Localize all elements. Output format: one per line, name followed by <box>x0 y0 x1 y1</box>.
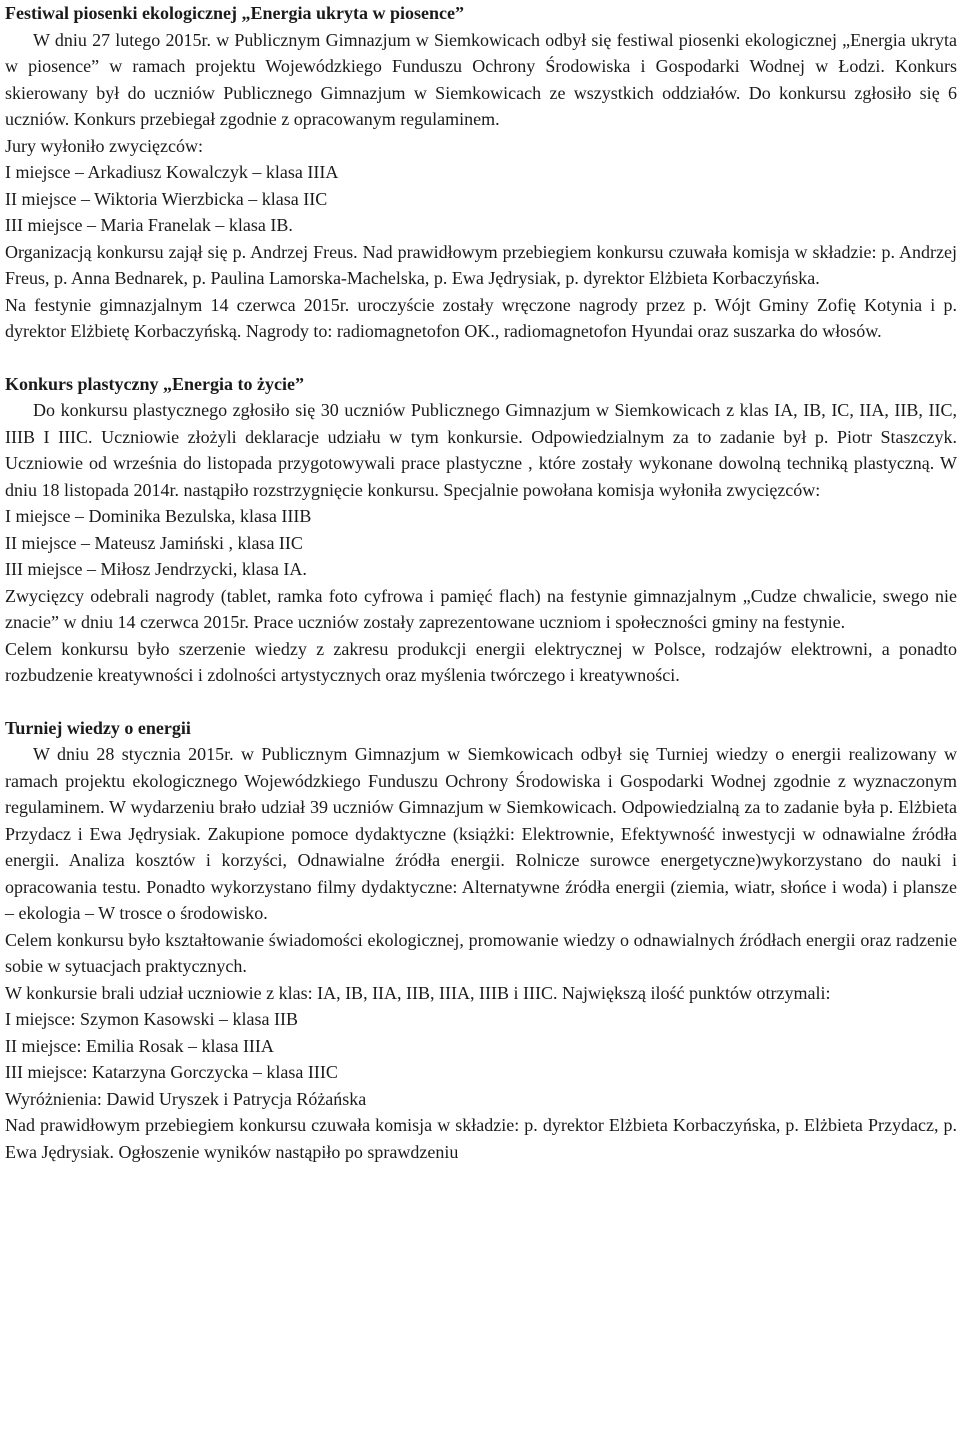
paragraph: Do konkursu plastycznego zgłosiło się 30 uczniów Publicznego Gimnazjum w Siemkowicach z klas IA, IB, IC, IIA, IIB, IIC, IIIB I IIIC. Uczniowie złożyli deklaracje udziału w tym konkursie. Odpowiedzialnym za to zadanie był p. Piotr Staszczyk. Uczniowie od września do listopada przygotowywali prace plastyczne , które zostały wykonane dowolną techniką plastyczną. W dniu 18 listopada 2014r. nastąpiło rozstrzygnięcie konkursu. Specjalnie powołana komisja wyłoniła zwycięzców: <box>5 400 957 500</box>
winner-line: II miejsce – Wiktoria Wierzbicka – klasa IIC <box>5 188 328 209</box>
paragraph: Celem konkursu było szerzenie wiedzy z zakresu produkcji energii elektrycznej w Polsce, rodzajów elektrowni, a ponadto rozbudzenie kreatywności i zdolności artystycznych oraz myślenia twórczego i kreatywności. <box>5 638 957 685</box>
winner-line: I miejsce – Dominika Bezulska, klasa IIIB <box>5 506 312 526</box>
section-art-contest <box>5 371 957 689</box>
section-title: Konkurs plastyczny „Energia to życie” <box>5 373 304 394</box>
paragraph: W dniu 27 lutego 2015r. w Publicznym Gimnazjum w Siemkowicach odbył się festiwal piosenki ekologicznej „Energia ukryta w piosence” w ramach projektu Wojewódzkiego Funduszu Ochrony Środowiska i Gospodarki Wodnej w Łodzi. Konkurs skierowany był do uczniów Publicznego Gimnazjum w Siemkowicach ze wszystkich oddziałów. Do konkursu zgłosiło się 6 uczniów. Konkurs przebiegał zgodnie z opracowanym regulaminem. <box>5 29 957 129</box>
paragraph: Nad prawidłowym przebiegiem konkursu czuwała komisja w składzie: p. dyrektor Elżbieta Korbaczyńska, p. Elżbieta Przydacz, p. Ewa Jędrysiak. Ogłoszenie wyników nastąpiło po sprawdzeniu <box>5 1115 957 1162</box>
winner-line: I miejsce: Szymon Kasowski – klasa IIB <box>5 1009 298 1029</box>
section-energy-quiz <box>5 715 957 1166</box>
paragraph: Celem konkursu było kształtowanie świadomości ekologicznej, promowanie wiedzy o odnawialnych źródłach energii oraz radzenie sobie w sytuacjach praktycznych. <box>5 929 957 976</box>
winner-line: III miejsce – Miłosz Jendrzycki, klasa IA. <box>5 559 307 579</box>
winner-line: II miejsce – Mateusz Jamiński , klasa IIC <box>5 532 303 553</box>
section-song-festival <box>5 0 957 345</box>
section-title: Festiwal piosenki ekologicznej „Energia ukryta w piosence” <box>5 3 464 23</box>
paragraph: Jury wyłoniło zwycięzców: <box>5 135 203 156</box>
paragraph: Na festynie gimnazjalnym 14 czerwca 2015r. uroczyście zostały wręczone nagrody przez p. Wójt Gminy Zofię Kotynia i p. dyrektor Elżbietę Korbaczyńską. Nagrody to: radiomagnetofon OK., radiomagnetofon Hyundai oraz suszarka do włosów. <box>5 294 957 341</box>
paragraph: W konkursie brali udział uczniowie z klas: IA, IB, IIA, IIB, IIIA, IIIB i IIIC. Największą ilość punktów otrzymali: <box>5 982 831 1003</box>
paragraph: Zwycięzcy odebrali nagrody (tablet, ramka foto cyfrowa i pamięć flach) na festynie gimnazjalnym „Cudze chwalicie, swego nie znacie” w dniu 14 czerwca 2015r. Prace uczniów zostały zaprezentowane uczniom i społeczności gminy na festynie. <box>5 585 957 632</box>
winner-line: Wyróżnienia: Dawid Uryszek i Patrycja Różańska <box>5 1088 367 1109</box>
paragraph: Organizacją konkursu zajął się p. Andrzej Freus. Nad prawidłowym przebiegiem konkursu czuwała komisja w składzie: p. Andrzej Freus, p. Anna Bednarek, p. Paulina Lamorska-Machelska, p. Ewa Jędrysiak, p. dyrektor Elżbieta Korbaczyńska. <box>5 241 957 288</box>
winner-line: II miejsce: Emilia Rosak – klasa IIIA <box>5 1035 274 1056</box>
document-page <box>5 0 957 1165</box>
winner-line: I miejsce – Arkadiusz Kowalczyk – klasa IIIA <box>5 162 339 182</box>
section-title: Turniej wiedzy o energii <box>5 717 191 738</box>
winner-line: III miejsce: Katarzyna Gorczycka – klasa IIIC <box>5 1062 338 1082</box>
winner-line: III miejsce – Maria Franelak – klasa IB. <box>5 215 293 235</box>
paragraph: W dniu 28 stycznia 2015r. w Publicznym Gimnazjum w Siemkowicach odbył się Turniej wiedzy o energii realizowany w ramach projektu ekologicznego Wojewódzkiego Funduszu Ochrony Środowiska i Gospodarki Wodnej zgodnie z wyznaczonym regulaminem. W wydarzeniu brało udział 39 uczniów Gimnazjum w Siemkowicach. Odpowiedzialną za to zadanie była p. Elżbieta Przydacz i Ewa Jędrysiak. Zakupione pomoce dydaktyczne (książki: Elektrownie, Efektywność inwestycji w odnawialne źródła energii. Analiza kosztów i korzyści, Odnawialne źródła energii. Rolnicze surowce energetyczne)wykorzystano do nauki i opracowania testu. Ponadto wykorzystano filmy dydaktyczne: Alternatywne źródła energii (ziemia, wiatr, słońce i woda) i plansze – ekologia – W trosce o środowisko. <box>5 744 957 923</box>
